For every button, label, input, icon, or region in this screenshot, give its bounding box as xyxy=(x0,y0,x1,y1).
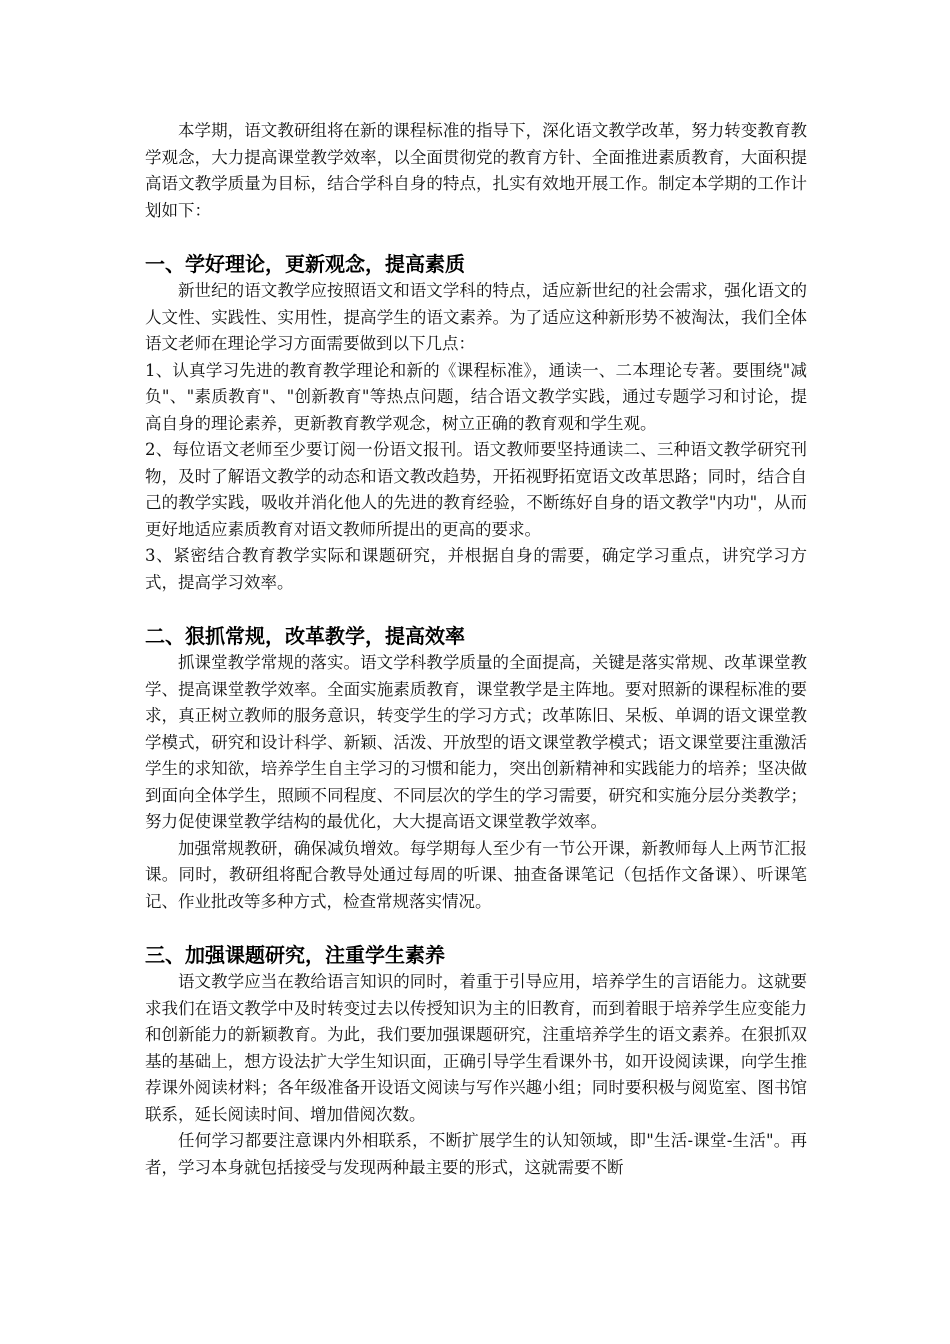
intro-paragraph: 本学期，语文教研组将在新的课程标准的指导下，深化语文教学改革，努力转变教育教学观念，大力提高课堂教学效率，以全面贯彻党的教育方针、全面推进素质教育，大面积提高语文教学质量为目标，结合学科自身的特点，扎实有效地开展工作。制定本学期的工作计划如下： xyxy=(145,121,807,220)
section-heading-3: 三、加强课题研究，注重学生素养 xyxy=(145,943,445,967)
section-1-item-1: 1、认真学习先进的教育教学理论和新的《课程标准》，通读一、二本理论专著。要围绕"减负"、"素质教育"、"创新教育"等热点问题，结合语文教学实践，通过专题学习和讨论，提高自身的理论素养，更新教育教学观念，树立正确的教育观和学生观。 xyxy=(145,360,807,433)
section-1-paragraph-1: 新世纪的语文教学应按照语文和语文学科的特点，适应新世纪的社会需求，强化语文的人文性、实践性、实用性，提高学生的语文素养。为了适应这种新形势不被淘汰，我们全体语文老师在理论学习方面需要做到以下几点： xyxy=(145,281,807,353)
section-heading-2: 二、狠抓常规，改革教学，提高效率 xyxy=(145,624,465,648)
section-1-item-2: 2、每位语文老师至少要订阅一份语文报刊。语文教师要坚持通读二、三种语文教学研究刊物，及时了解语文教学的动态和语文教改趋势，开拓视野拓宽语文改革思路；同时，结合自己的教学实践，吸收并消化他人的先进的教育经验，不断练好自身的语文教学"内功"，从而更好地适应素质教育对语文教师所提出的更高的要求。 xyxy=(145,440,807,539)
section-heading-1: 一、学好理论，更新观念，提高素质 xyxy=(145,252,465,276)
section-2-paragraph-1: 抓课堂教学常规的落实。语文学科教学质量的全面提高，关键是落实常规、改革课堂教学、提高课堂教学效率。全面实施素质教育，课堂教学是主阵地。要对照新的课程标准的要求，真正树立教师的服务意识，转变学生的学习方式；改革陈旧、呆板、单调的语文课堂教学模式，研究和设计科学、新颖、活泼、开放型的语文课堂教学模式；语文课堂要注重激活学生的求知欲，培养学生自主学习的习惯和能力，突出创新精神和实践能力的培养；坚决做到面向全体学生，照顾不同程度、不同层次的学生的学习需要，研究和实施分层分类教学；努力促使课堂教学结构的最优化，大大提高语文课堂教学效率。 xyxy=(145,653,807,831)
section-3-paragraph-1: 语文教学应当在教给语言知识的同时，着重于引导应用，培养学生的言语能力。这就要求我们在语文教学中及时转变过去以传授知识为主的旧教育，而到着眼于培养学生应变能力和创新能力的新颖教育。为此，我们要加强课题研究，注重培养学生的语文素养。在狠抓双基的基础上，想方设法扩大学生知识面，正确引导学生看课外书，如开设阅读课，向学生推荐课外阅读材料；各年级准备开设语文阅读与写作兴趣小组；同时要积极与阅览室、图书馆联系，延长阅读时间、增加借阅次数。 xyxy=(145,972,807,1124)
document-page xyxy=(145,118,807,1181)
section-1-item-3: 3、紧密结合教育教学实际和课题研究，并根据自身的需要，确定学习重点，讲究学习方式，提高学习效率。 xyxy=(145,546,807,592)
section-2-paragraph-2: 加强常规教研，确保减负增效。每学期每人至少有一节公开课，新教师每人上两节汇报课。同时，教研组将配合教导处通过每周的听课、抽查备课笔记（包括作文备课）、听课笔记、作业批改等多种方式，检查常规落实情况。 xyxy=(145,838,807,911)
section-3-paragraph-2: 任何学习都要注意课内外相联系，不断扩展学生的认知领域，即"生活-课堂-生活"。再者，学习本身就包括接受与发现两种最主要的形式，这就需要不断 xyxy=(145,1131,807,1177)
